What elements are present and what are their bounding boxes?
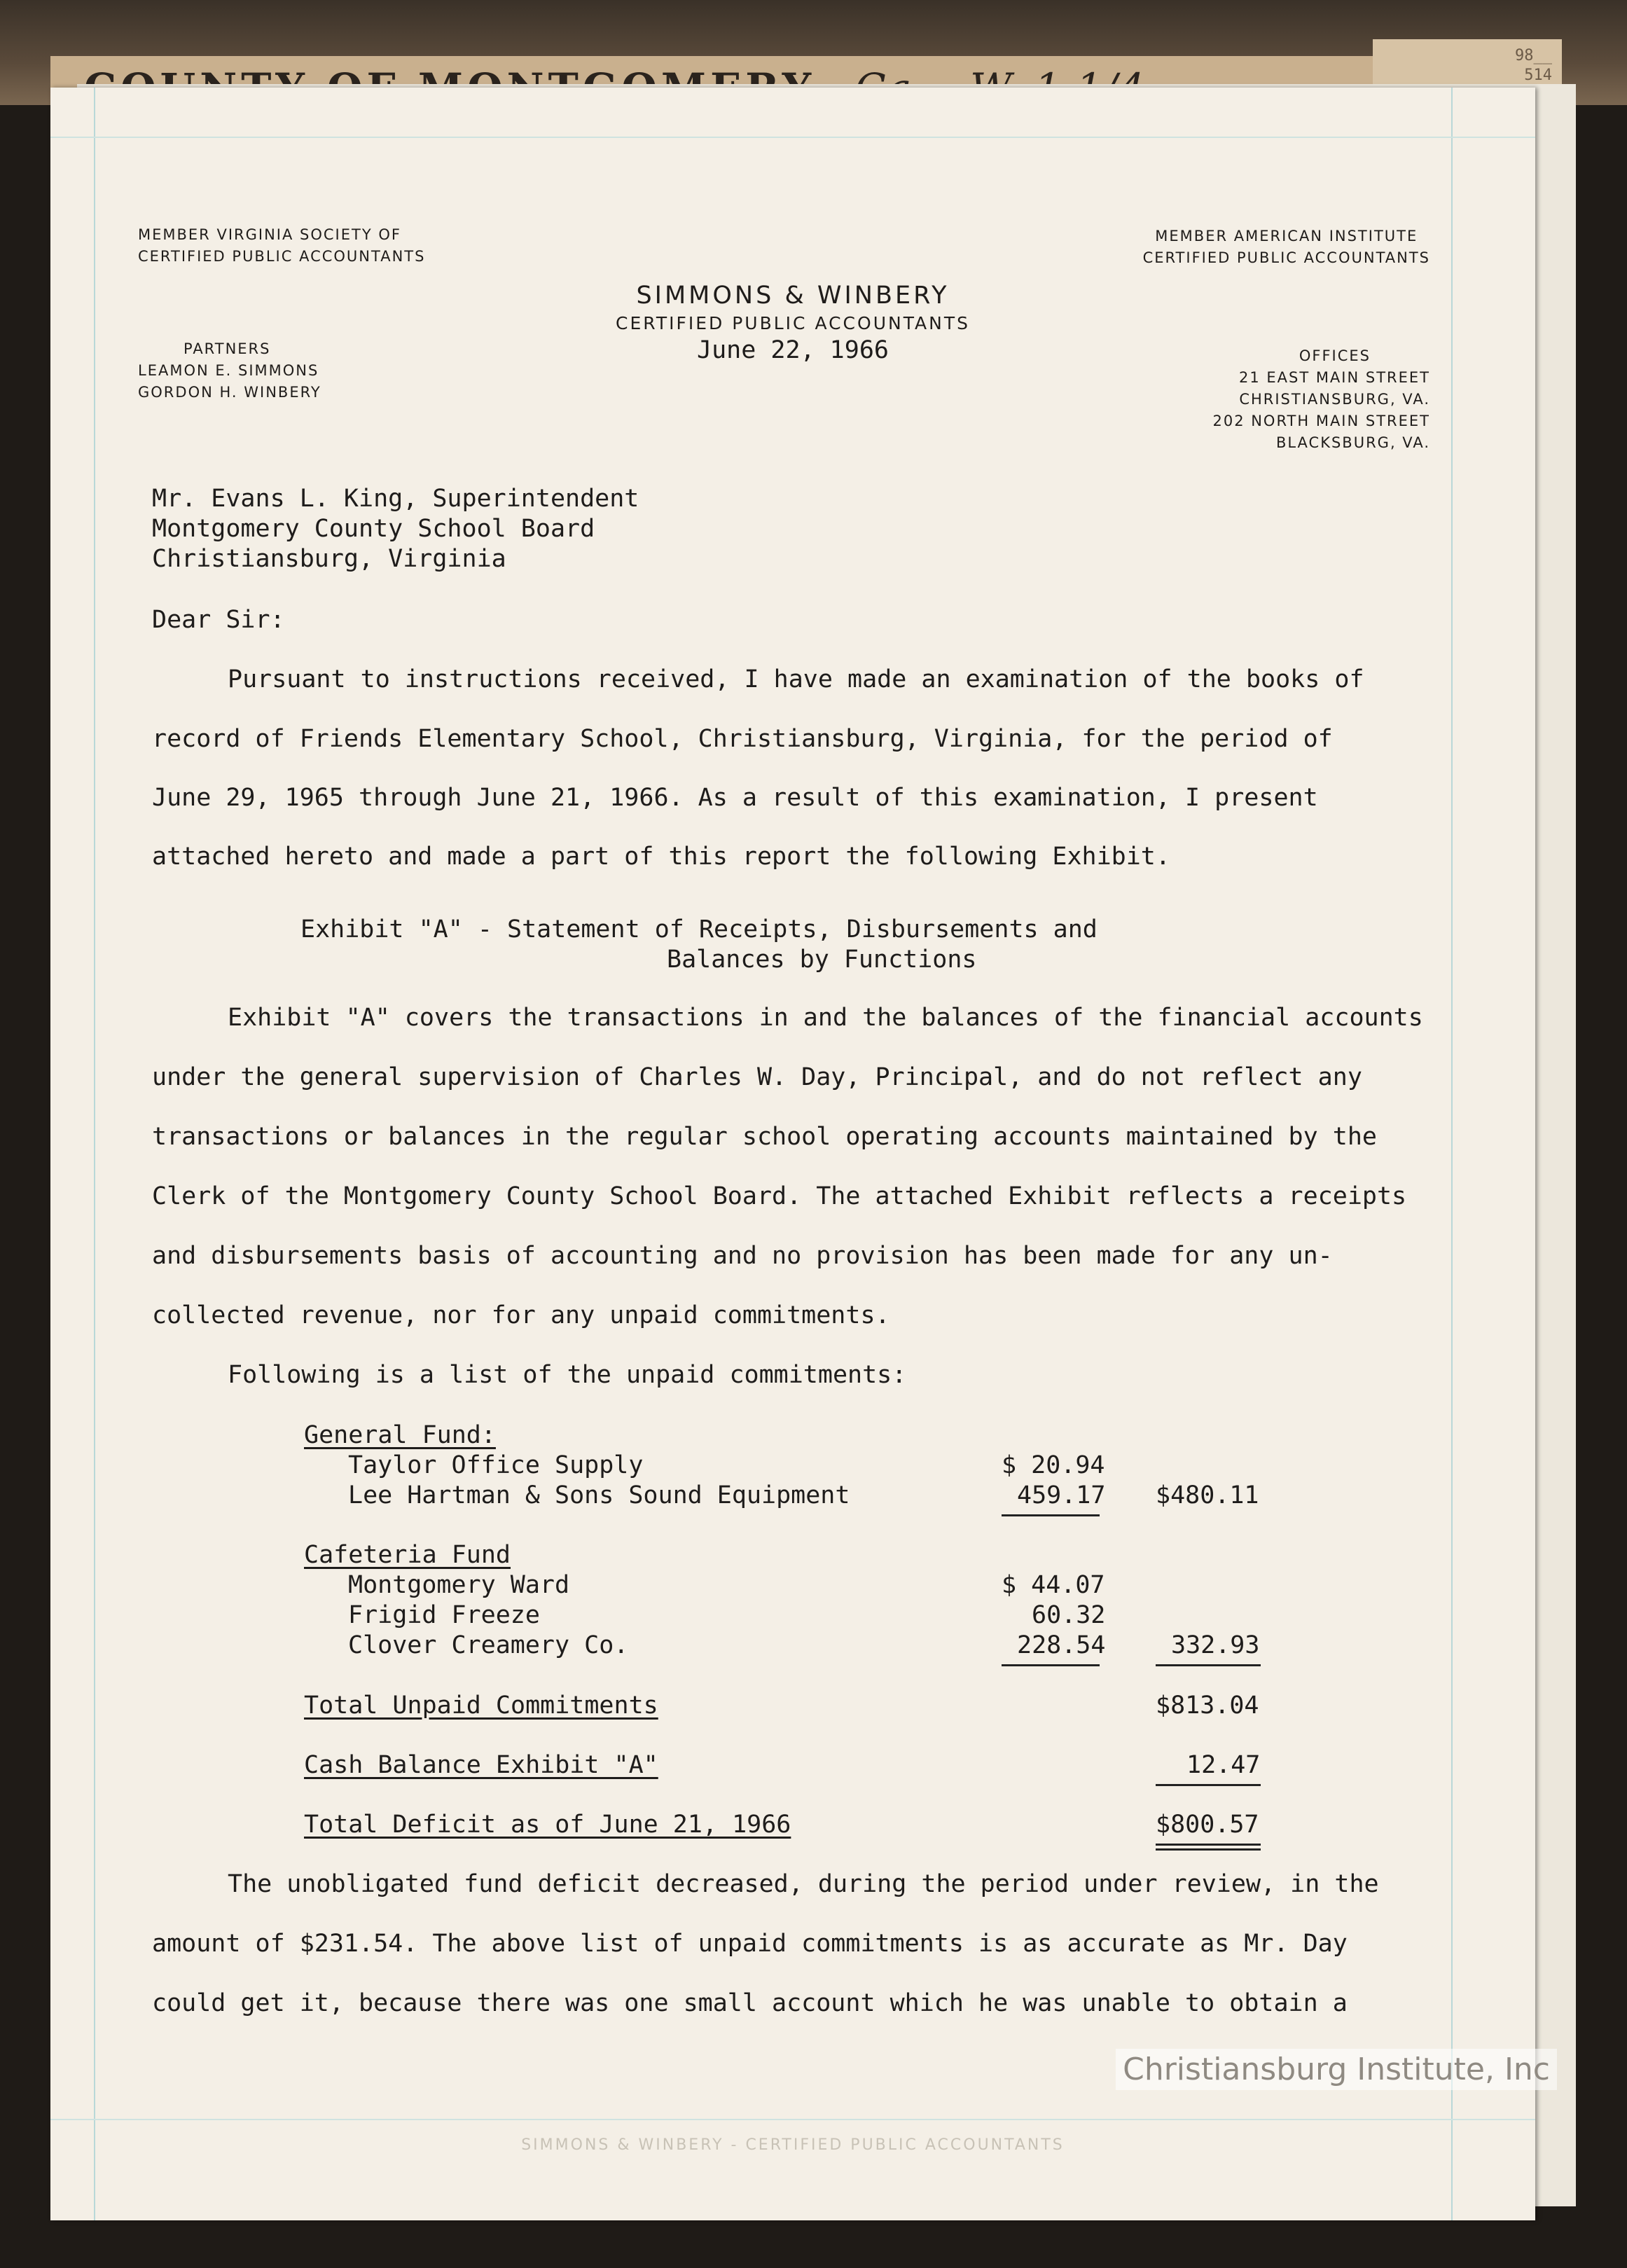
deficit-rule-2 — [1156, 1848, 1261, 1851]
gf-total: $480.11 — [1156, 1481, 1259, 1509]
corner-tag: 98__ 514 — [1373, 39, 1562, 102]
cf-item-1-amount: $ 44.07 — [1002, 1571, 1105, 1599]
partners-block: PARTNERS LEAMON E. SIMMONS GORDON H. WINBERY — [138, 340, 321, 401]
cf-item-2-name: Frigid Freeze — [348, 1601, 540, 1629]
para3-line-3: could get it, because there was one small account which he was unable to obtain a — [152, 1989, 1348, 2017]
cf-total-rule — [1156, 1664, 1261, 1666]
gf-item-2-name: Lee Hartman & Sons Sound Equipment — [348, 1481, 850, 1509]
gf-item-1-amount: $ 20.94 — [1002, 1451, 1105, 1479]
list-intro: Following is a list of the unpaid commitments: — [228, 1361, 907, 1389]
archive-watermark: Christiansburg Institute, Inc — [1116, 2049, 1557, 2090]
para2-line-2: under the general supervision of Charles W. Day, Principal, and do not reflect any — [152, 1063, 1362, 1091]
exhibit-title-2: Balances by Functions — [667, 946, 977, 974]
letter-date: June 22, 1966 — [697, 336, 889, 364]
para2-line-6: collected revenue, nor for any unpaid commitments. — [152, 1301, 890, 1329]
gf-item-2-amount: 459.17 — [1017, 1481, 1106, 1509]
total-unpaid-label: Total Unpaid Commitments — [304, 1692, 658, 1720]
firm-name: SIMMONS & WINBERY — [636, 282, 950, 310]
total-deficit-amount: $800.57 — [1156, 1811, 1259, 1839]
para1-line-1: Pursuant to instructions received, I have made an examination of the books of — [228, 665, 1364, 693]
para3-line-1: The unobligated fund deficit decreased, during the period under review, in the — [228, 1870, 1379, 1898]
address-line-2: Montgomery County School Board — [152, 515, 595, 543]
total-unpaid-amount: $813.04 — [1156, 1692, 1259, 1720]
para1-line-3: June 29, 1965 through June 21, 1966. As a result of this examination, I present — [152, 784, 1318, 812]
general-fund-heading: General Fund: — [304, 1421, 496, 1449]
cf-subtotal-rule — [1002, 1664, 1100, 1666]
para2-line-4: Clerk of the Montgomery County School Board. The attached Exhibit reflects a receipts — [152, 1182, 1407, 1210]
letterhead-footer: SIMMONS & WINBERY - CERTIFIED PUBLIC ACCOUNTANTS — [521, 2136, 1065, 2154]
cf-item-3-amount: 228.54 — [1017, 1631, 1106, 1659]
cf-item-3-name: Clover Creamery Co. — [348, 1631, 629, 1659]
para3-line-2: amount of $231.54. The above list of unpaid commitments is as accurate as Mr. Day — [152, 1930, 1348, 1958]
gf-subtotal-rule — [1002, 1514, 1100, 1516]
cash-balance-amount: 12.47 — [1186, 1751, 1261, 1779]
cf-item-1-name: Montgomery Ward — [348, 1571, 570, 1599]
cash-balance-label: Cash Balance Exhibit "A" — [304, 1751, 658, 1779]
salutation: Dear Sir: — [152, 606, 285, 634]
firm-subtitle: CERTIFIED PUBLIC ACCOUNTANTS — [616, 313, 970, 333]
para2-line-3: transactions or balances in the regular school operating accounts maintained by the — [152, 1123, 1377, 1151]
gf-item-1-name: Taylor Office Supply — [348, 1451, 644, 1479]
para2-line-1: Exhibit "A" covers the transactions in and the balances of the financial accounts — [228, 1004, 1423, 1032]
left-membership: MEMBER VIRGINIA SOCIETY OF CERTIFIED PUBLIC ACCOUNTANTS — [138, 226, 426, 265]
total-deficit-label: Total Deficit as of June 21, 1966 — [304, 1811, 791, 1839]
address-line-3: Christiansburg, Virginia — [152, 545, 506, 573]
address-line-1: Mr. Evans L. King, Superintendent — [152, 485, 639, 513]
exhibit-title-1: Exhibit "A" - Statement of Receipts, Disbursements and — [300, 915, 1098, 943]
right-membership: MEMBER AMERICAN INSTITUTE CERTIFIED PUBLIC ACCOUNTANTS — [1142, 228, 1430, 266]
para1-line-4: attached hereto and made a part of this report the following Exhibit. — [152, 843, 1170, 871]
cf-total: 332.93 — [1171, 1631, 1260, 1659]
offices-block: OFFICES 21 EAST MAIN STREET CHRISTIANSBURG, VA. 202 NORTH MAIN STREET BLACKSBURG, VA. — [1212, 347, 1430, 451]
cafeteria-fund-heading: Cafeteria Fund — [304, 1541, 511, 1569]
para1-line-2: record of Friends Elementary School, Christiansburg, Virginia, for the period of — [152, 725, 1333, 753]
cf-item-2-amount: 60.32 — [1032, 1601, 1106, 1629]
cash-balance-rule — [1156, 1784, 1261, 1786]
deficit-rule-1 — [1156, 1844, 1261, 1846]
para2-line-5: and disbursements basis of accounting and no provision has been made for any un- — [152, 1242, 1333, 1270]
letter-page — [50, 88, 1535, 2220]
